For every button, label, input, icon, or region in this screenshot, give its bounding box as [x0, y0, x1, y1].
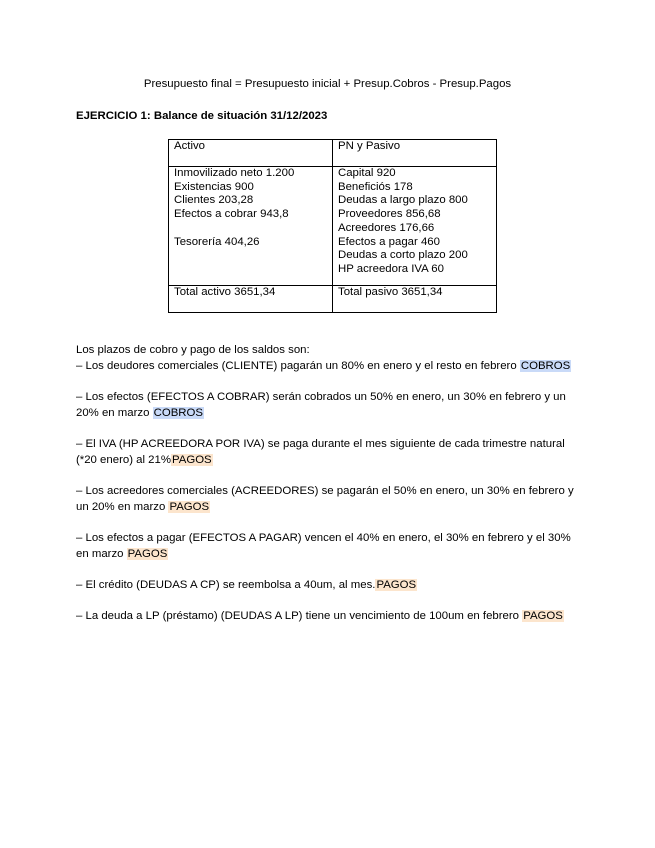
term-item	[76, 436, 576, 468]
term-text: – Los efectos (EFECTOS A COBRAR) serán cobrados un 50% en enero, un 30% en febrero y un 20% en marzo	[76, 391, 566, 419]
formula-line: Presupuesto final = Presupuesto inicial + Presup.Cobros - Presup.Pagos	[143, 78, 512, 90]
pasivo-line: Deudas a corto plazo 200	[338, 249, 468, 262]
pasivo-line: Beneficiós 178	[338, 180, 413, 193]
balance-table	[168, 139, 497, 313]
term-text: – El IVA (HP ACREEDORA POR IVA) se paga durante el mes siguiente de cada trimestre natural (*20 enero) al 21%	[76, 438, 565, 466]
activo-line: Tesorería 404,26	[174, 235, 260, 248]
activo-line: Efectos a cobrar 943,8	[174, 208, 289, 221]
pagos-tag: PAGOS	[523, 610, 563, 622]
activo-line: Inmovilizado neto 1.200	[174, 167, 295, 179]
header-pasivo: PN y Pasivo	[333, 140, 497, 167]
pasivo-line: Efectos a pagar 460	[338, 235, 440, 248]
term-item	[76, 608, 576, 624]
term-item	[76, 483, 576, 515]
terms-section	[76, 342, 576, 624]
term-item	[76, 358, 576, 374]
total-pasivo: Total pasivo 3651,34	[333, 286, 497, 313]
term-text: – Los efectos a pagar (EFECTOS A PAGAR) vencen el 40% en enero, el 30% en febrero y el 30% en marzo	[76, 532, 571, 560]
activo-spacer	[174, 222, 332, 236]
total-activo: Total activo 3651,34	[169, 286, 333, 313]
activo-cell	[169, 167, 333, 286]
activo-line: Clientes 203,28	[174, 194, 254, 207]
term-text: – La deuda a LP (préstamo) (DEUDAS A LP) tiene un vencimiento de 100um en febrero	[76, 610, 520, 622]
pagos-tag: PAGOS	[127, 548, 168, 560]
pagos-tag: PAGOS	[376, 579, 417, 591]
term-item	[76, 389, 576, 421]
pagos-tag: PAGOS	[171, 454, 212, 466]
header-activo: Activo	[169, 140, 333, 167]
exercise-heading: EJERCICIO 1: Balance de situación 31/12/2023	[76, 110, 328, 122]
term-text: – Los deudores comerciales (CLIENTE) pagarán un 80% en enero y el resto en febrero	[76, 360, 517, 372]
pasivo-line: HP acreedora IVA 60	[338, 262, 444, 275]
balance-total-row	[169, 286, 497, 313]
term-item	[76, 530, 576, 562]
pasivo-line: Proveedores 856,68	[338, 208, 441, 221]
balance-header-row	[169, 140, 497, 167]
term-item	[76, 577, 576, 593]
term-text: – Los acreedores comerciales (ACREEDORES) se pagarán el 50% en enero, un 30% en febrero y un 20% en marzo	[76, 485, 574, 513]
pagos-tag: PAGOS	[169, 501, 210, 513]
balance-body-row	[169, 167, 497, 286]
pasivo-line: Acreedores 176,66	[338, 221, 435, 234]
cobros-tag: COBROS	[520, 360, 571, 372]
pasivo-line: Capital 920	[338, 167, 396, 179]
term-text: – El crédito (DEUDAS A CP) se reembolsa a 40um, al mes.	[76, 579, 376, 591]
cobros-tag: COBROS	[153, 407, 203, 419]
pasivo-cell	[333, 167, 497, 286]
pasivo-line: Deudas a largo plazo 800	[338, 194, 468, 207]
activo-line: Existencias 900	[174, 180, 254, 193]
terms-intro: Los plazos de cobro y pago de los saldos son:	[76, 344, 310, 356]
